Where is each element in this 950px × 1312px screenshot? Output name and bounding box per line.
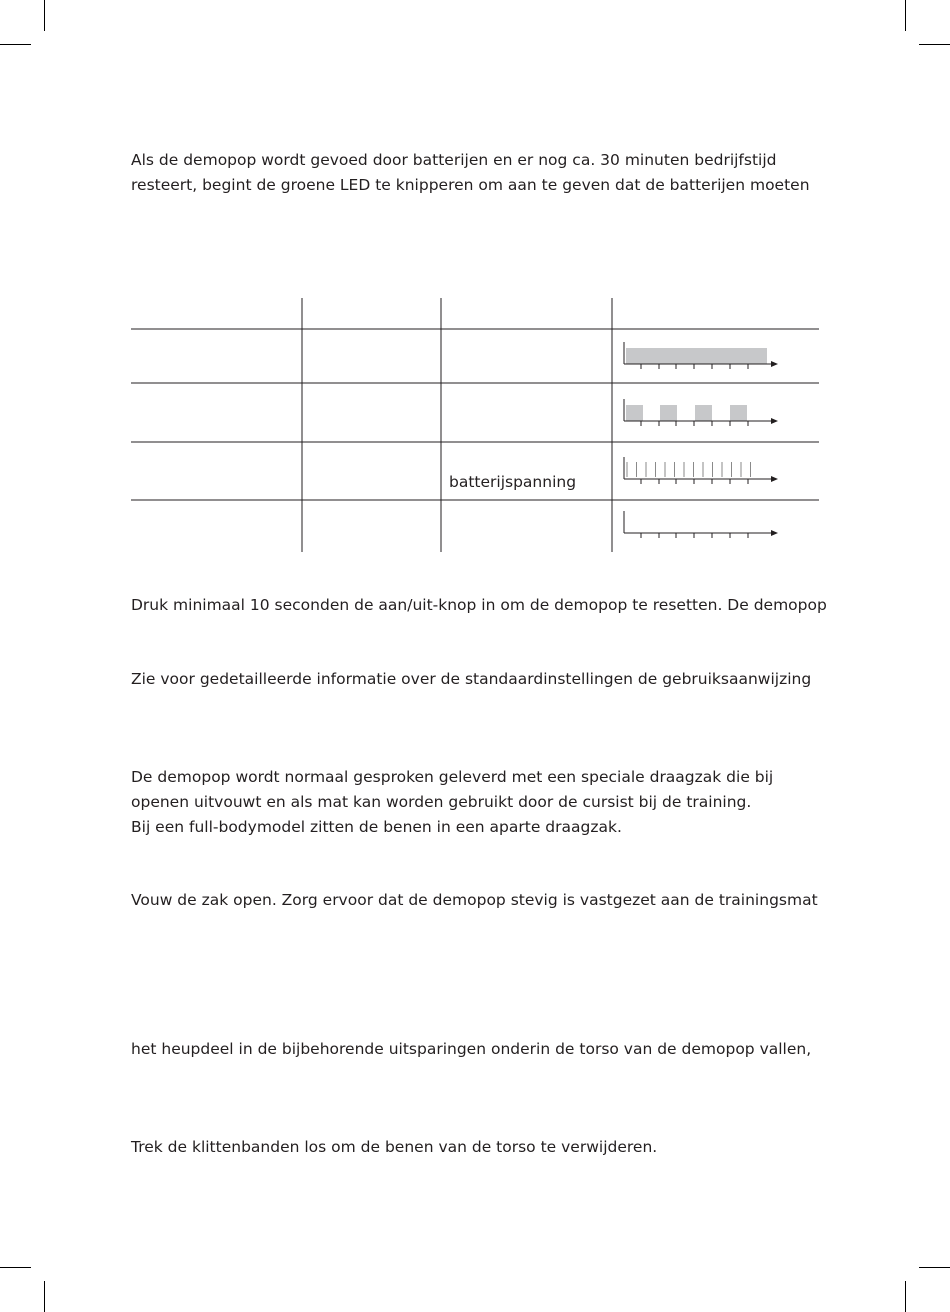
text-line: het heupdeel in de bijbehorende uitsparingen onderin de torso van de demopop vallen, xyxy=(131,1040,812,1058)
led-pattern-off xyxy=(624,511,778,538)
crop-mark-bottom-left-vertical xyxy=(44,1281,45,1312)
led-on-bar xyxy=(626,348,767,364)
carry-bag-paragraph xyxy=(131,765,773,840)
led-on-pulse xyxy=(660,405,677,421)
led-on-pulse xyxy=(730,405,747,421)
text-line: Vouw de zak open. Zorg ervoor dat de demopop stevig is vastgezet aan de trainingsmat xyxy=(131,891,818,909)
open-bag-paragraph xyxy=(131,888,818,913)
led-on-pulse xyxy=(695,405,712,421)
crop-mark-bottom-left-horizontal xyxy=(0,1267,31,1268)
time-axis-arrow xyxy=(771,530,778,536)
hip-part-paragraph xyxy=(131,1037,811,1062)
led-pattern-fast-blink xyxy=(624,457,778,484)
text-line: Zie voor gedetailleerde informatie over de standaardinstellingen de gebruiksaanwijzing xyxy=(131,670,812,688)
text-line: Trek de klittenbanden los om de benen van de torso te verwijderen. xyxy=(131,1138,658,1156)
led-pattern-continuous xyxy=(624,342,778,369)
crop-mark-bottom-right-vertical xyxy=(905,1281,906,1312)
time-axis-arrow xyxy=(771,418,778,424)
reset-paragraph xyxy=(131,593,827,618)
defaults-info-paragraph xyxy=(131,667,811,692)
text-line: Bij een full-bodymodel zitten de benen in een aparte draagzak. xyxy=(131,818,622,836)
text-line: resteert, begint de groene LED te knipperen om aan te geven dat de batterijen moeten xyxy=(131,176,810,194)
led-on-pulse xyxy=(626,405,643,421)
crop-mark-bottom-right-horizontal xyxy=(919,1267,950,1268)
text-line: Druk minimaal 10 seconden de aan/uit-knop in om de demopop te resetten. De demopop xyxy=(131,596,827,614)
text-line: Als de demopop wordt gevoed door batterijen en er nog ca. 30 minuten bedrijfstijd xyxy=(131,151,777,169)
led-pattern-slow-blink xyxy=(624,399,778,426)
velcro-paragraph xyxy=(131,1135,657,1160)
text-line: openen uitvouwt en als mat kan worden gebruikt door de cursist bij de training. xyxy=(131,793,752,811)
table-cell-battery-voltage: batterijspanning xyxy=(449,473,577,491)
time-axis-arrow xyxy=(771,476,778,482)
text-line: De demopop wordt normaal gesproken geleverd met een speciale draagzak die bij xyxy=(131,768,774,786)
time-axis-arrow xyxy=(771,361,778,367)
